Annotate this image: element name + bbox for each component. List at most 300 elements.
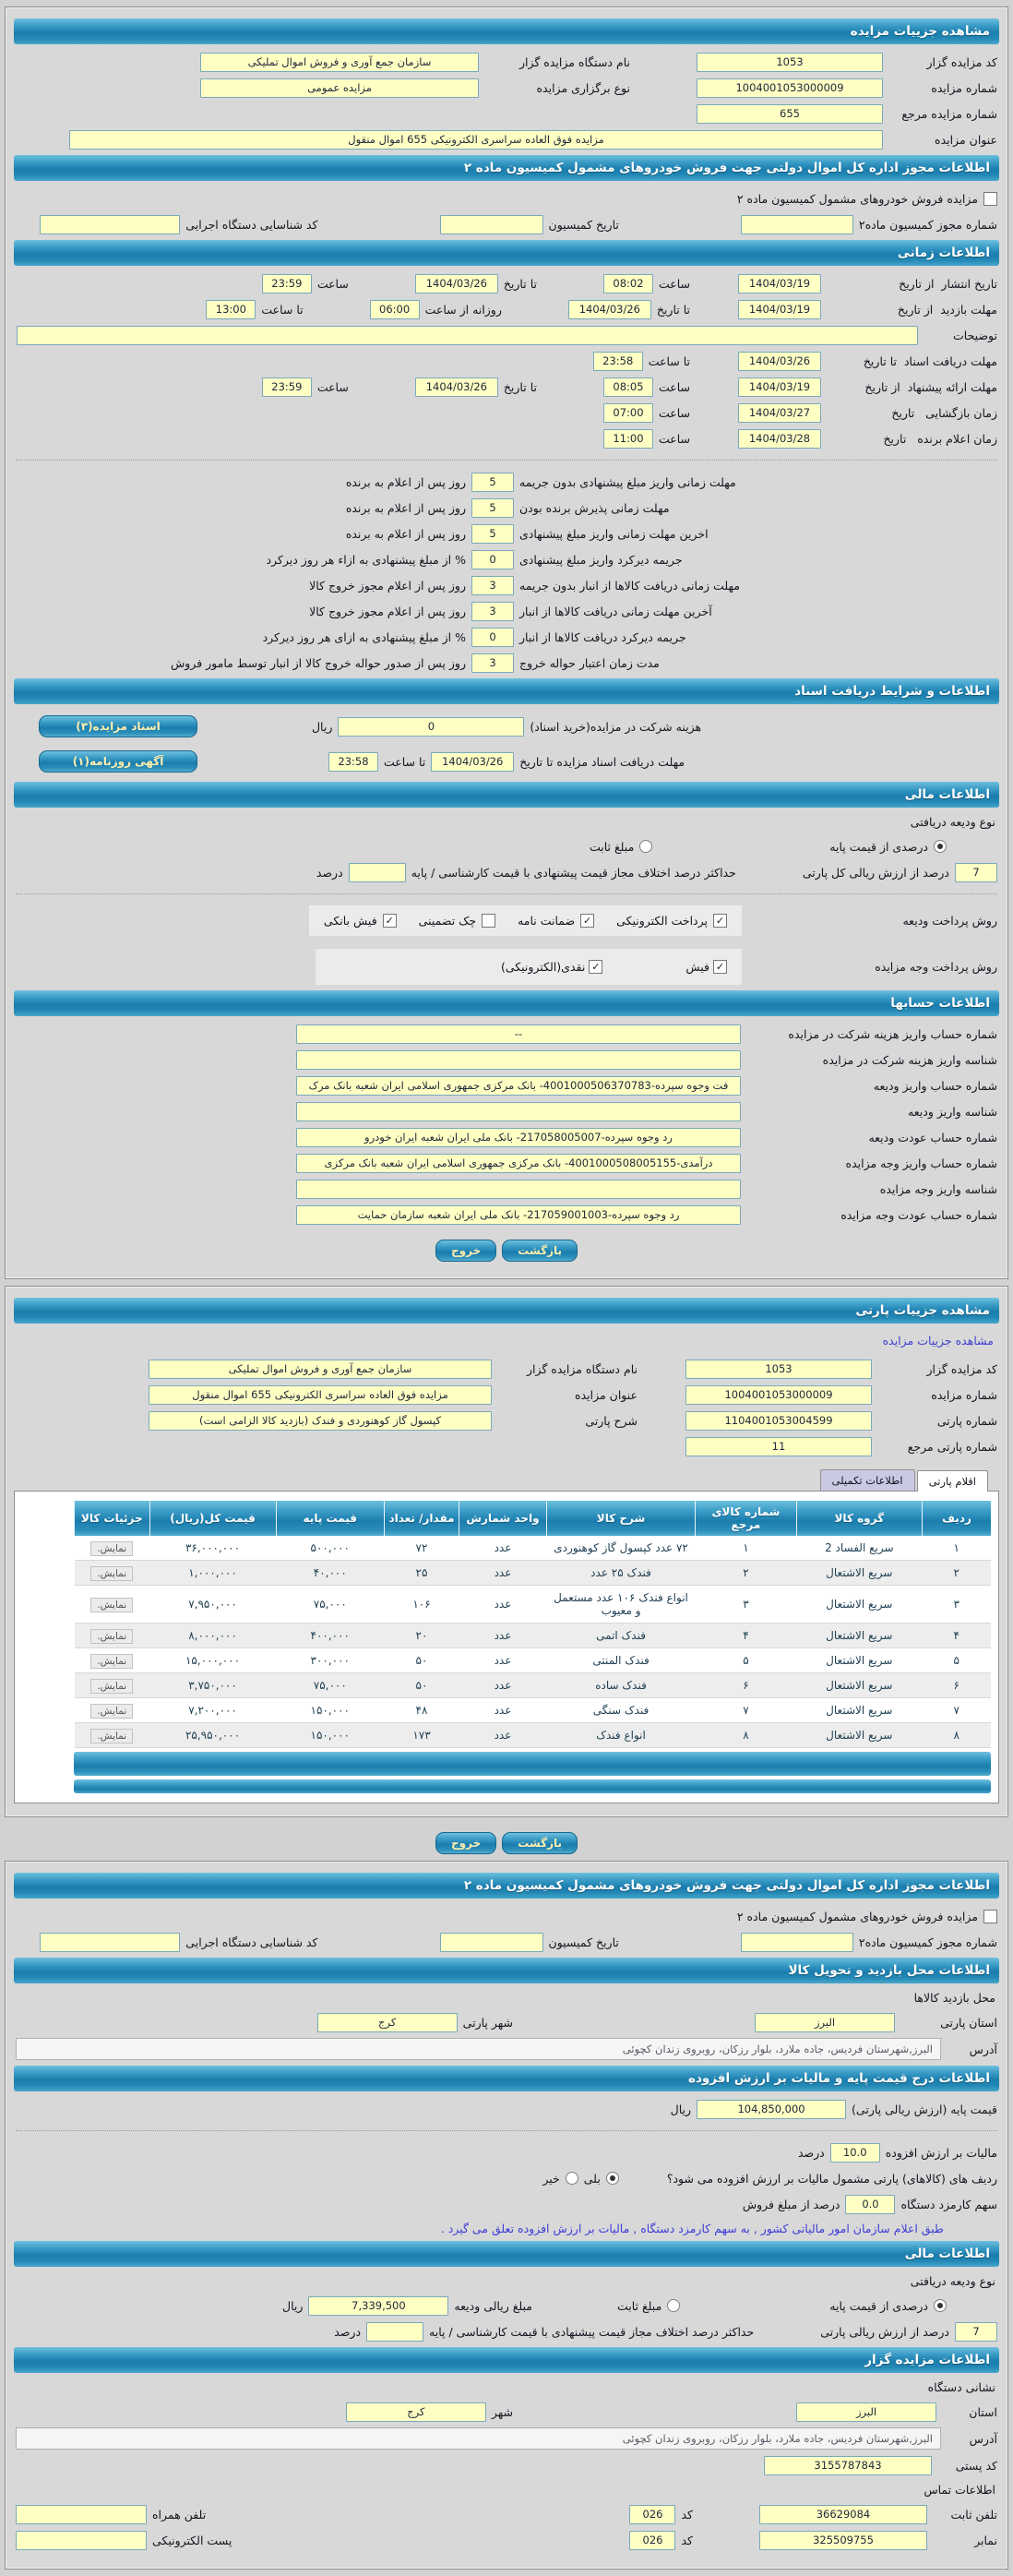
table-cell-details xyxy=(75,1698,150,1723)
to-hour-label: تا ساعت xyxy=(648,353,690,368)
commission-date-field[interactable] xyxy=(440,215,543,234)
divider xyxy=(16,460,997,461)
guarantee-letter-label: ضمانت نامه xyxy=(518,914,576,928)
table-cell: سریع الاشتعال xyxy=(796,1723,922,1748)
offer-deadline-label: مهلت ارائه پیشنهاد از تاریخ xyxy=(864,379,997,394)
penalty-label: مهلت زمانی پذیرش برنده بودن xyxy=(519,500,670,515)
pricing-section-bar xyxy=(14,2066,999,2091)
permit-number-field[interactable] xyxy=(741,215,853,234)
auction-title-label: عنوان مزایده xyxy=(935,132,997,147)
fixed-amount-radio[interactable] xyxy=(639,840,652,853)
electronic-payment-checkbox[interactable] xyxy=(713,914,727,928)
org-province-label: استان xyxy=(969,2404,997,2419)
ref-number-label: شماره مزایده مرجع xyxy=(901,106,997,121)
account-field[interactable] xyxy=(296,1180,741,1199)
table-row xyxy=(75,1586,992,1623)
table-cell: ۳,۷۵۰,۰۰۰ xyxy=(149,1673,276,1698)
party-ref-field[interactable]: 11 xyxy=(685,1437,872,1456)
account-label: شماره حساب عودت وجه مزایده xyxy=(840,1207,997,1222)
col-details: جزئیات کالا xyxy=(75,1501,150,1536)
penalty-suffix: روز پس از اعلام به برنده xyxy=(345,500,466,515)
hour-label: ساعت xyxy=(658,276,690,291)
visit-daily-from-field[interactable]: 06:00 xyxy=(370,300,420,319)
permit-section-title: اطلاعات مجوز اداره کل اموال دولتی جهت فروش خودروهای مشمول کمیسیون ماده ۲ xyxy=(463,1878,990,1893)
fixed-amount-radio[interactable] xyxy=(667,2299,680,2312)
article2-checkbox[interactable] xyxy=(983,1910,997,1923)
table-cell: ۷۵,۰۰۰ xyxy=(276,1586,384,1623)
opening-date-field[interactable]: 1404/03/27 xyxy=(738,403,821,423)
organizer-section-title: اطلاعات مزایده گزار xyxy=(864,2353,990,2367)
financial-section-bar xyxy=(14,782,999,808)
org-name-label: نام دستگاه مزایده گزار xyxy=(526,1361,638,1376)
auction-title-field[interactable]: مزایده فوق العاده سراسری الکترونیکی 655 اموال منقول xyxy=(69,130,883,150)
deposit-percent-label: درصد از ارزش ریالی پارتی xyxy=(820,2324,949,2339)
org-city-field[interactable]: کرج xyxy=(346,2402,486,2422)
account-field[interactable]: -- xyxy=(296,1024,741,1044)
landline-label: تلفن ثابت xyxy=(950,2507,997,2522)
to-date-label: تا تاریخ xyxy=(656,302,690,317)
account-field[interactable]: رد وجوه سپرده-217058005007- بانک ملی ایران شعبه ایران خودرو xyxy=(296,1128,741,1147)
penalty-value-field[interactable]: 5 xyxy=(471,473,514,492)
tab-extra-info[interactable]: اطلاعات تکمیلی xyxy=(820,1469,915,1491)
permit-section-bar xyxy=(14,155,999,181)
financial-section-bar xyxy=(14,2241,999,2267)
slip-checkbox[interactable] xyxy=(713,960,727,974)
account-label: شماره حساب واریز ودیعه xyxy=(873,1078,997,1093)
fixed-amount-label: مبلغ ثابت xyxy=(590,839,635,854)
table-cell: فندک اتمی xyxy=(546,1623,695,1648)
auction-code-label: کد مزایده گزار xyxy=(926,1361,997,1376)
panel-title: مشاهده جزییات پارتی xyxy=(855,1303,990,1318)
account-field[interactable] xyxy=(296,1050,741,1070)
auction-number-field[interactable]: 1004001053000009 xyxy=(697,78,883,98)
penalty-suffix: % از مبلغ پیشنهادی به ازاء هر روز دیرکرد xyxy=(266,552,466,567)
exit-button[interactable]: خروج xyxy=(435,1240,496,1262)
auction-number-field[interactable]: 1004001053000009 xyxy=(685,1385,872,1405)
penalty-value-field[interactable]: 5 xyxy=(471,524,514,544)
commission-date-label: تاریخ کمیسیون xyxy=(548,1935,619,1949)
opening-time-label: زمان بازگشایی تاریخ xyxy=(891,405,997,420)
commission-share-field[interactable]: 0.0 xyxy=(845,2195,895,2214)
doc-fee-label: هزینه شرکت در مزایده(خرید اسناد) xyxy=(530,719,702,734)
account-label: شماره حساب واریز وجه مزایده xyxy=(845,1156,997,1170)
base-price-field[interactable]: 104,850,000 xyxy=(697,2100,846,2119)
percent-of-base-radio[interactable] xyxy=(934,840,947,853)
penalty-suffix: روز پس از صدور حواله خروج کالا از انبار توسط مامور فروش xyxy=(171,655,466,670)
org-province-field[interactable]: البرز xyxy=(796,2402,936,2422)
table-cell: فندک ۲۵ عدد xyxy=(546,1561,695,1586)
party-desc-field[interactable]: کپسول گاز کوهنوردی و فندک (بازدید کالا الزامی است) xyxy=(149,1411,492,1431)
account-label: شماره حساب عودت ودیعه xyxy=(868,1130,997,1144)
item-details-link[interactable]: نمایش. xyxy=(90,1566,133,1581)
slip-label: فیش xyxy=(685,960,709,974)
panel-title-bar xyxy=(14,18,999,44)
hour-label: ساعت xyxy=(316,379,349,394)
table-cell-details xyxy=(75,1561,150,1586)
party-desc-label: شرح پارتی xyxy=(585,1413,638,1428)
postal-code-field[interactable]: 3155787843 xyxy=(764,2456,932,2475)
party-items-box xyxy=(14,1491,999,1803)
max-diff-field[interactable] xyxy=(366,2322,423,2342)
article2-checkbox-label: مزایده فروش خودروهای مشمول کمیسیون ماده ۲ xyxy=(736,1909,978,1923)
auction-code-field[interactable]: 1053 xyxy=(685,1360,872,1379)
table-cell: ۷۲ xyxy=(384,1536,459,1561)
cash-electronic-label: نقدی(الکترونیکی) xyxy=(500,960,586,974)
table-pager-bar xyxy=(74,1779,991,1793)
penalty-label: مهلت زمانی دریافت کالاها از انبار بدون جریمه xyxy=(519,578,740,593)
publish-date-label: تاریخ انتشار از تاریخ xyxy=(899,276,997,291)
permit-number-label: شماره مجوز کمیسیون ماده۲ xyxy=(858,1935,997,1949)
documents-section-title: اطلاعات و شرایط دریافت اسناد xyxy=(794,684,990,699)
table-cell: ۱۷۳ xyxy=(384,1723,459,1748)
docs-deadline-date-field[interactable]: 1404/03/26 xyxy=(738,352,821,371)
percent-label: درصد xyxy=(334,2324,362,2339)
percent-of-base-radio[interactable] xyxy=(934,2299,947,2312)
tax-note: طبق اعلام سازمان امور مالیاتی کشور , به سهم کارمزد دستگاه , مالیات بر ارزش افزوده تعلق می گیرد . xyxy=(440,2222,944,2235)
table-cell: ۸ xyxy=(922,1723,991,1748)
org-address-field[interactable]: البرز,شهرستان فردیس، جاده ملارد، بلوار رزکان، روبروی زندان کچوئی xyxy=(16,2427,941,2450)
back-button[interactable]: بازگشت xyxy=(502,1832,578,1854)
party-province-field[interactable]: البرز xyxy=(755,2013,895,2032)
doc-deadline-time-field[interactable]: 23:58 xyxy=(328,752,378,772)
deposit-amount-label: مبلغ ریالی ودیعه xyxy=(454,2298,532,2313)
doc-fee-field[interactable]: 0 xyxy=(338,717,524,737)
description-label: توضیحات xyxy=(953,328,997,342)
landline-field[interactable]: 36629084 xyxy=(759,2505,927,2524)
table-cell: ۷۲ عدد کپسول گاز کوهنوردی xyxy=(546,1536,695,1561)
table-cell: ۱ xyxy=(696,1536,797,1561)
rial-label: ریال xyxy=(670,2102,692,2116)
publish-to-date-field[interactable]: 1404/03/26 xyxy=(415,274,498,294)
secured-check-checkbox[interactable] xyxy=(482,914,495,928)
view-auction-details-link[interactable]: مشاهده جزییات مزایده xyxy=(882,1334,994,1348)
table-row xyxy=(75,1561,992,1586)
table-cell: سریع الاشتعال xyxy=(796,1673,922,1698)
vat-field[interactable]: 10.0 xyxy=(830,2143,880,2163)
account-field[interactable]: درآمدی-4001000508005155- بانک مرکزی جمهوری اسلامی ایران شعبه بانک مرکزی xyxy=(296,1154,741,1173)
col-row: ردیف xyxy=(922,1501,991,1536)
table-cell: ۱,۰۰۰,۰۰۰ xyxy=(149,1561,276,1586)
table-cell-details xyxy=(75,1623,150,1648)
deposit-method-label: روش پرداخت ودیعه xyxy=(902,914,997,928)
penalty-value-field[interactable]: 0 xyxy=(471,550,514,569)
electronic-payment-label: پرداخت الکترونیکی xyxy=(616,914,708,928)
penalty-label: مهلت زمانی واریز مبلغ پیشنهادی بدون جریمه xyxy=(519,474,736,489)
table-cell: ۱۰۶ xyxy=(384,1586,459,1623)
to-hour-label: تا ساعت xyxy=(383,754,426,769)
deposit-percent-field[interactable]: 7 xyxy=(955,863,997,882)
fax-code-field[interactable]: 026 xyxy=(629,2531,675,2550)
to-hour-label: تا ساعت xyxy=(261,302,304,317)
table-cell: ۱۵۰,۰۰۰ xyxy=(276,1723,384,1748)
col-ref-number: شماره کالای مرجع xyxy=(696,1501,797,1536)
account-label: شماره حساب واریز هزینه شرکت در مزایده xyxy=(788,1026,997,1041)
table-cell: سریع الاشتعال xyxy=(796,1623,922,1648)
panel-title: مشاهده جزییات مزایده xyxy=(850,24,990,39)
table-cell: ۳ xyxy=(922,1586,991,1623)
exec-id-field[interactable] xyxy=(40,1933,180,1952)
divider xyxy=(16,893,997,894)
email-label: پست الکترونیکی xyxy=(152,2533,232,2547)
percent-of-base-label: درصدی از قیمت پایه xyxy=(829,2298,928,2313)
fax-field[interactable]: 325509755 xyxy=(759,2531,927,2550)
offer-from-date-field[interactable]: 1404/03/19 xyxy=(738,377,821,397)
table-cell: ۱۵,۰۰۰,۰۰۰ xyxy=(149,1648,276,1673)
docs-deadline-label: مهلت دریافت اسناد تا تاریخ xyxy=(863,353,997,368)
table-cell: فندک ساده xyxy=(546,1673,695,1698)
secured-check-label: چک تضمینی xyxy=(418,914,477,928)
table-cell-details xyxy=(75,1586,150,1623)
exec-id-label: کد شناسایی دستگاه اجرایی xyxy=(185,217,318,232)
party-number-label: شماره پارتی xyxy=(936,1413,997,1428)
deposit-type-label: نوع ودیعه دریافتی xyxy=(910,815,995,829)
hour-label: ساعت xyxy=(316,276,349,291)
account-field[interactable] xyxy=(296,1102,741,1121)
table-cell: سریع الفساد 2 xyxy=(796,1536,922,1561)
item-details-link[interactable]: نمایش. xyxy=(90,1598,133,1612)
permit-number-label: شماره مجوز کمیسیون ماده۲ xyxy=(858,217,997,232)
col-unit: واحد شمارش xyxy=(459,1501,547,1536)
table-row xyxy=(75,1648,992,1673)
party-province-label: استان پارتی xyxy=(940,2015,997,2030)
area-code-label: کد xyxy=(681,2533,693,2547)
auction-title-label: عنوان مزایده xyxy=(575,1387,638,1402)
hold-type-field[interactable]: مزایده عمومی xyxy=(200,78,479,98)
col-base-price: قیمت پایه xyxy=(276,1501,384,1536)
ref-number-field[interactable]: 655 xyxy=(697,104,883,124)
account-field[interactable]: فت وجوه سپرده-4001000506370783- بانک مرکزی جمهوری اسلامی ایران شعبه بانک مرک xyxy=(296,1076,741,1096)
article2-checkbox-label: مزایده فروش خودروهای مشمول کمیسیون ماده ۲ xyxy=(736,191,978,206)
visit-place-label: محل بازدید کالاها xyxy=(913,1991,995,2005)
vat-no-radio[interactable] xyxy=(566,2172,578,2185)
table-cell: فندک المنتی xyxy=(546,1648,695,1673)
base-price-label: قیمت پایه (ارزش ریالی پارتی) xyxy=(852,2102,997,2116)
org-name-field[interactable]: سازمان جمع آوری و فروش اموال تملیکی xyxy=(149,1360,492,1379)
commission-date-field[interactable] xyxy=(440,1933,543,1952)
penalty-value-field[interactable]: 3 xyxy=(471,602,514,621)
table-cell: ۴۰,۰۰۰ xyxy=(276,1561,384,1586)
visit-to-date-field[interactable]: 1404/03/26 xyxy=(568,300,651,319)
table-cell: ۷,۹۵۰,۰۰۰ xyxy=(149,1586,276,1623)
payment-method-label: روش پرداخت وجه مزایده xyxy=(875,960,997,974)
offer-to-date-field[interactable]: 1404/03/26 xyxy=(415,377,498,397)
party-city-field[interactable]: کرج xyxy=(317,2013,458,2032)
pricing-section-title: اطلاعات درج قیمت پایه و مالیات بر ارزش افزوده xyxy=(687,2071,990,2086)
winner-time-field[interactable]: 11:00 xyxy=(603,429,653,449)
area-code-label: کد xyxy=(681,2507,693,2522)
hour-label: ساعت xyxy=(658,431,690,446)
penalty-label: اخرین مهلت زمانی واریز مبلغ پیشنهادی xyxy=(519,526,709,541)
table-cell: ۲۵,۹۵۰,۰۰۰ xyxy=(149,1723,276,1748)
address-field[interactable]: البرز,شهرستان فردیس، جاده ملارد، بلوار رزکان، روبروی زندان کچوئی xyxy=(16,2038,941,2060)
penalty-value-field[interactable]: 5 xyxy=(471,498,514,518)
org-address-title: نشانی دستگاه xyxy=(927,2380,995,2394)
table-row xyxy=(75,1536,992,1561)
account-label: شناسه واریز هزینه شرکت در مزایده xyxy=(822,1052,997,1067)
newspaper-ad-button[interactable]: آگهی روزنامه(۱) xyxy=(39,750,197,773)
table-cell: عدد xyxy=(459,1698,547,1723)
auction-documents-button[interactable]: اسناد مزایده(۳) xyxy=(39,715,197,737)
payment-methods-group xyxy=(316,949,742,985)
penalty-label: جریمه دیرکرد دریافت کالاها از انبار xyxy=(519,629,686,644)
max-diff-field[interactable] xyxy=(349,863,406,882)
percent-of-base-label: درصدی از قیمت پایه xyxy=(829,839,928,854)
table-cell: سریع الاشتعال xyxy=(796,1586,922,1623)
hour-label: ساعت xyxy=(658,379,690,394)
area-code-field[interactable]: 026 xyxy=(629,2505,675,2524)
financial-section-title: اطلاعات مالی xyxy=(904,2247,990,2261)
col-group: گروه کالا xyxy=(796,1501,922,1536)
vat-no-label: خیر xyxy=(542,2171,560,2186)
percent-label: درصد xyxy=(797,2145,825,2160)
fixed-amount-label: مبلغ ثابت xyxy=(617,2298,662,2313)
email-field[interactable] xyxy=(16,2531,147,2550)
party-ref-label: شماره پارتی مرجع xyxy=(907,1439,997,1454)
table-cell: ۲۵ xyxy=(384,1561,459,1586)
account-field[interactable]: رد وجوه سپرده-217059001003- بانک ملی ایران شعبه سازمان حمایت xyxy=(296,1205,741,1225)
permit-number-field[interactable] xyxy=(741,1933,853,1952)
panel-title-bar xyxy=(14,1298,999,1324)
offer-from-time-field[interactable]: 08:05 xyxy=(603,377,653,397)
item-details-link[interactable]: نمایش. xyxy=(90,1654,133,1669)
permit-section-bar xyxy=(14,1873,999,1899)
contact-info-title: اطلاعات تماس xyxy=(924,2483,995,2497)
deposit-methods-group xyxy=(309,905,742,936)
commission-share-label: سهم کارمزد دستگاه xyxy=(900,2197,997,2211)
max-diff-label: حداکثر درصد اختلاف مجاز قیمت پیشنهادی با قیمت کارشناسی / پایه xyxy=(429,2324,755,2339)
guarantee-letter-checkbox[interactable] xyxy=(580,914,594,928)
publish-to-time-field[interactable]: 23:59 xyxy=(262,274,312,294)
table-cell: ۵۰ xyxy=(384,1673,459,1698)
vat-question-label: ردیف های (کالاهای) پارتی مشمول مالیات بر ارزش افزوده می شود؟ xyxy=(666,2171,997,2186)
account-label: شناسه واریز وجه مزایده xyxy=(879,1181,997,1196)
penalty-label: مدت زمان اعتبار حواله خروج xyxy=(519,655,660,670)
to-date-label: تا تاریخ xyxy=(503,379,537,394)
deposit-percent-field[interactable]: 7 xyxy=(955,2322,997,2342)
rial-label: ریال xyxy=(311,719,333,734)
winner-date-field[interactable]: 1404/03/28 xyxy=(738,429,821,449)
visit-date-label: مهلت بازدید از تاریخ xyxy=(897,302,997,317)
penalty-value-field[interactable]: 0 xyxy=(471,628,514,647)
deposit-amount-field[interactable]: 7,339,500 xyxy=(308,2296,448,2316)
table-row xyxy=(75,1623,992,1648)
table-cell: عدد xyxy=(459,1673,547,1698)
location-section-title: اطلاعات محل بازدید و تحویل کالا xyxy=(788,1963,990,1978)
party-extra-info-panel xyxy=(5,1861,1008,2570)
auction-number-label: شماره مزایده xyxy=(931,1387,997,1402)
table-cell: ۸ xyxy=(696,1723,797,1748)
commission-date-label: تاریخ کمیسیون xyxy=(548,217,619,232)
penalty-value-field[interactable]: 3 xyxy=(471,576,514,595)
permit-section-title: اطلاعات مجوز اداره کل اموال دولتی جهت فروش خودروهای مشمول کمیسیون ماده ۲ xyxy=(463,161,990,175)
party-details-panel xyxy=(5,1286,1008,1817)
publish-from-date-field[interactable]: 1404/03/19 xyxy=(738,274,821,294)
financial-section-title: اطلاعات مالی xyxy=(904,787,990,802)
doc-deadline-date-field[interactable]: 1404/03/26 xyxy=(431,752,514,772)
item-details-link[interactable]: نمایش. xyxy=(90,1729,133,1743)
item-details-link[interactable]: نمایش. xyxy=(90,1679,133,1694)
auction-code-field[interactable]: 1053 xyxy=(697,53,883,72)
item-details-link[interactable]: نمایش. xyxy=(90,1629,133,1644)
penalty-suffix: روز پس از اعلام مجوز خروج کالا xyxy=(309,578,466,593)
hour-label: ساعت xyxy=(658,405,690,420)
docs-deadline-time-field[interactable]: 23:58 xyxy=(593,352,643,371)
table-cell: ۶ xyxy=(696,1673,797,1698)
penalty-label: جریمه دیرکرد واریز مبلغ پیشنهادی xyxy=(519,552,683,567)
table-cell: عدد xyxy=(459,1623,547,1648)
penalty-suffix: روز پس از اعلام به برنده xyxy=(345,526,466,541)
item-details-link[interactable]: نمایش. xyxy=(90,1541,133,1556)
penalty-suffix: روز پس از اعلام به برنده xyxy=(345,474,466,489)
doc-deadline-label: مهلت دریافت اسناد مزایده تا تاریخ xyxy=(519,754,685,769)
article2-checkbox[interactable] xyxy=(983,192,997,206)
cash-electronic-checkbox[interactable] xyxy=(589,960,602,974)
timing-section-bar xyxy=(14,240,999,266)
exec-id-field[interactable] xyxy=(40,215,180,234)
bank-slip-checkbox[interactable] xyxy=(383,914,397,928)
col-quantity: مقدار/ تعداد xyxy=(384,1501,459,1536)
party-number-field[interactable]: 1104001053004599 xyxy=(685,1411,872,1431)
table-cell: ۵۰ xyxy=(384,1648,459,1673)
tab-party-items[interactable]: اقلام پارتی xyxy=(917,1470,988,1492)
publish-from-time-field[interactable]: 08:02 xyxy=(603,274,653,294)
item-details-link[interactable]: نمایش. xyxy=(90,1704,133,1719)
org-name-field[interactable]: سازمان جمع آوری و فروش اموال تملیکی xyxy=(200,53,479,72)
table-cell: ۴ xyxy=(696,1623,797,1648)
table-cell: ۷,۲۰۰,۰۰۰ xyxy=(149,1698,276,1723)
opening-time-field[interactable]: 07:00 xyxy=(603,403,653,423)
table-cell: سریع الاشتعال xyxy=(796,1561,922,1586)
daily-from-label: روزانه از ساعت xyxy=(424,302,502,317)
description-field[interactable] xyxy=(17,326,918,345)
table-cell: انواع فندک xyxy=(546,1723,695,1748)
exit-button[interactable]: خروج xyxy=(435,1832,496,1854)
table-cell: سریع الاشتعال xyxy=(796,1648,922,1673)
divider xyxy=(16,2130,997,2131)
table-cell: ۲۰ xyxy=(384,1623,459,1648)
party-items-table xyxy=(74,1501,991,1748)
auction-title-field[interactable]: مزایده فوق العاده سراسری الکترونیکی 655 اموال منقول xyxy=(149,1385,492,1405)
table-cell: ۳۶,۰۰۰,۰۰۰ xyxy=(149,1536,276,1561)
hold-type-label: نوع برگزاری مزایده xyxy=(536,80,630,95)
penalty-value-field[interactable]: 3 xyxy=(471,653,514,673)
visit-from-date-field[interactable]: 1404/03/19 xyxy=(738,300,821,319)
table-row xyxy=(75,1673,992,1698)
offer-to-time-field[interactable]: 23:59 xyxy=(262,377,312,397)
table-cell: ۵ xyxy=(696,1648,797,1673)
auction-number-label: شماره مزایده xyxy=(931,80,997,95)
table-cell-details xyxy=(75,1723,150,1748)
table-cell: ۲ xyxy=(922,1561,991,1586)
bank-slip-label: فیش بانکی xyxy=(323,914,377,928)
mobile-field[interactable] xyxy=(16,2505,147,2524)
visit-daily-to-field[interactable]: 13:00 xyxy=(206,300,256,319)
address-label: آدرس xyxy=(969,2042,997,2056)
table-cell: عدد xyxy=(459,1723,547,1748)
percent-label: درصد xyxy=(316,865,343,880)
table-cell: ۴۸ xyxy=(384,1698,459,1723)
vat-yes-radio[interactable] xyxy=(606,2172,619,2185)
exec-id-label: کد شناسایی دستگاه اجرایی xyxy=(185,1935,318,1949)
table-row xyxy=(75,1698,992,1723)
deposit-percent-label: درصد از ارزش ریالی کل پارتی xyxy=(802,865,949,880)
documents-section-bar xyxy=(14,678,999,704)
party-city-label: شهر پارتی xyxy=(462,2015,513,2030)
table-cell: عدد xyxy=(459,1648,547,1673)
table-cell: ۴۰۰,۰۰۰ xyxy=(276,1623,384,1648)
back-button[interactable]: بازگشت xyxy=(502,1240,578,1262)
table-cell: ۵۰۰,۰۰۰ xyxy=(276,1536,384,1561)
